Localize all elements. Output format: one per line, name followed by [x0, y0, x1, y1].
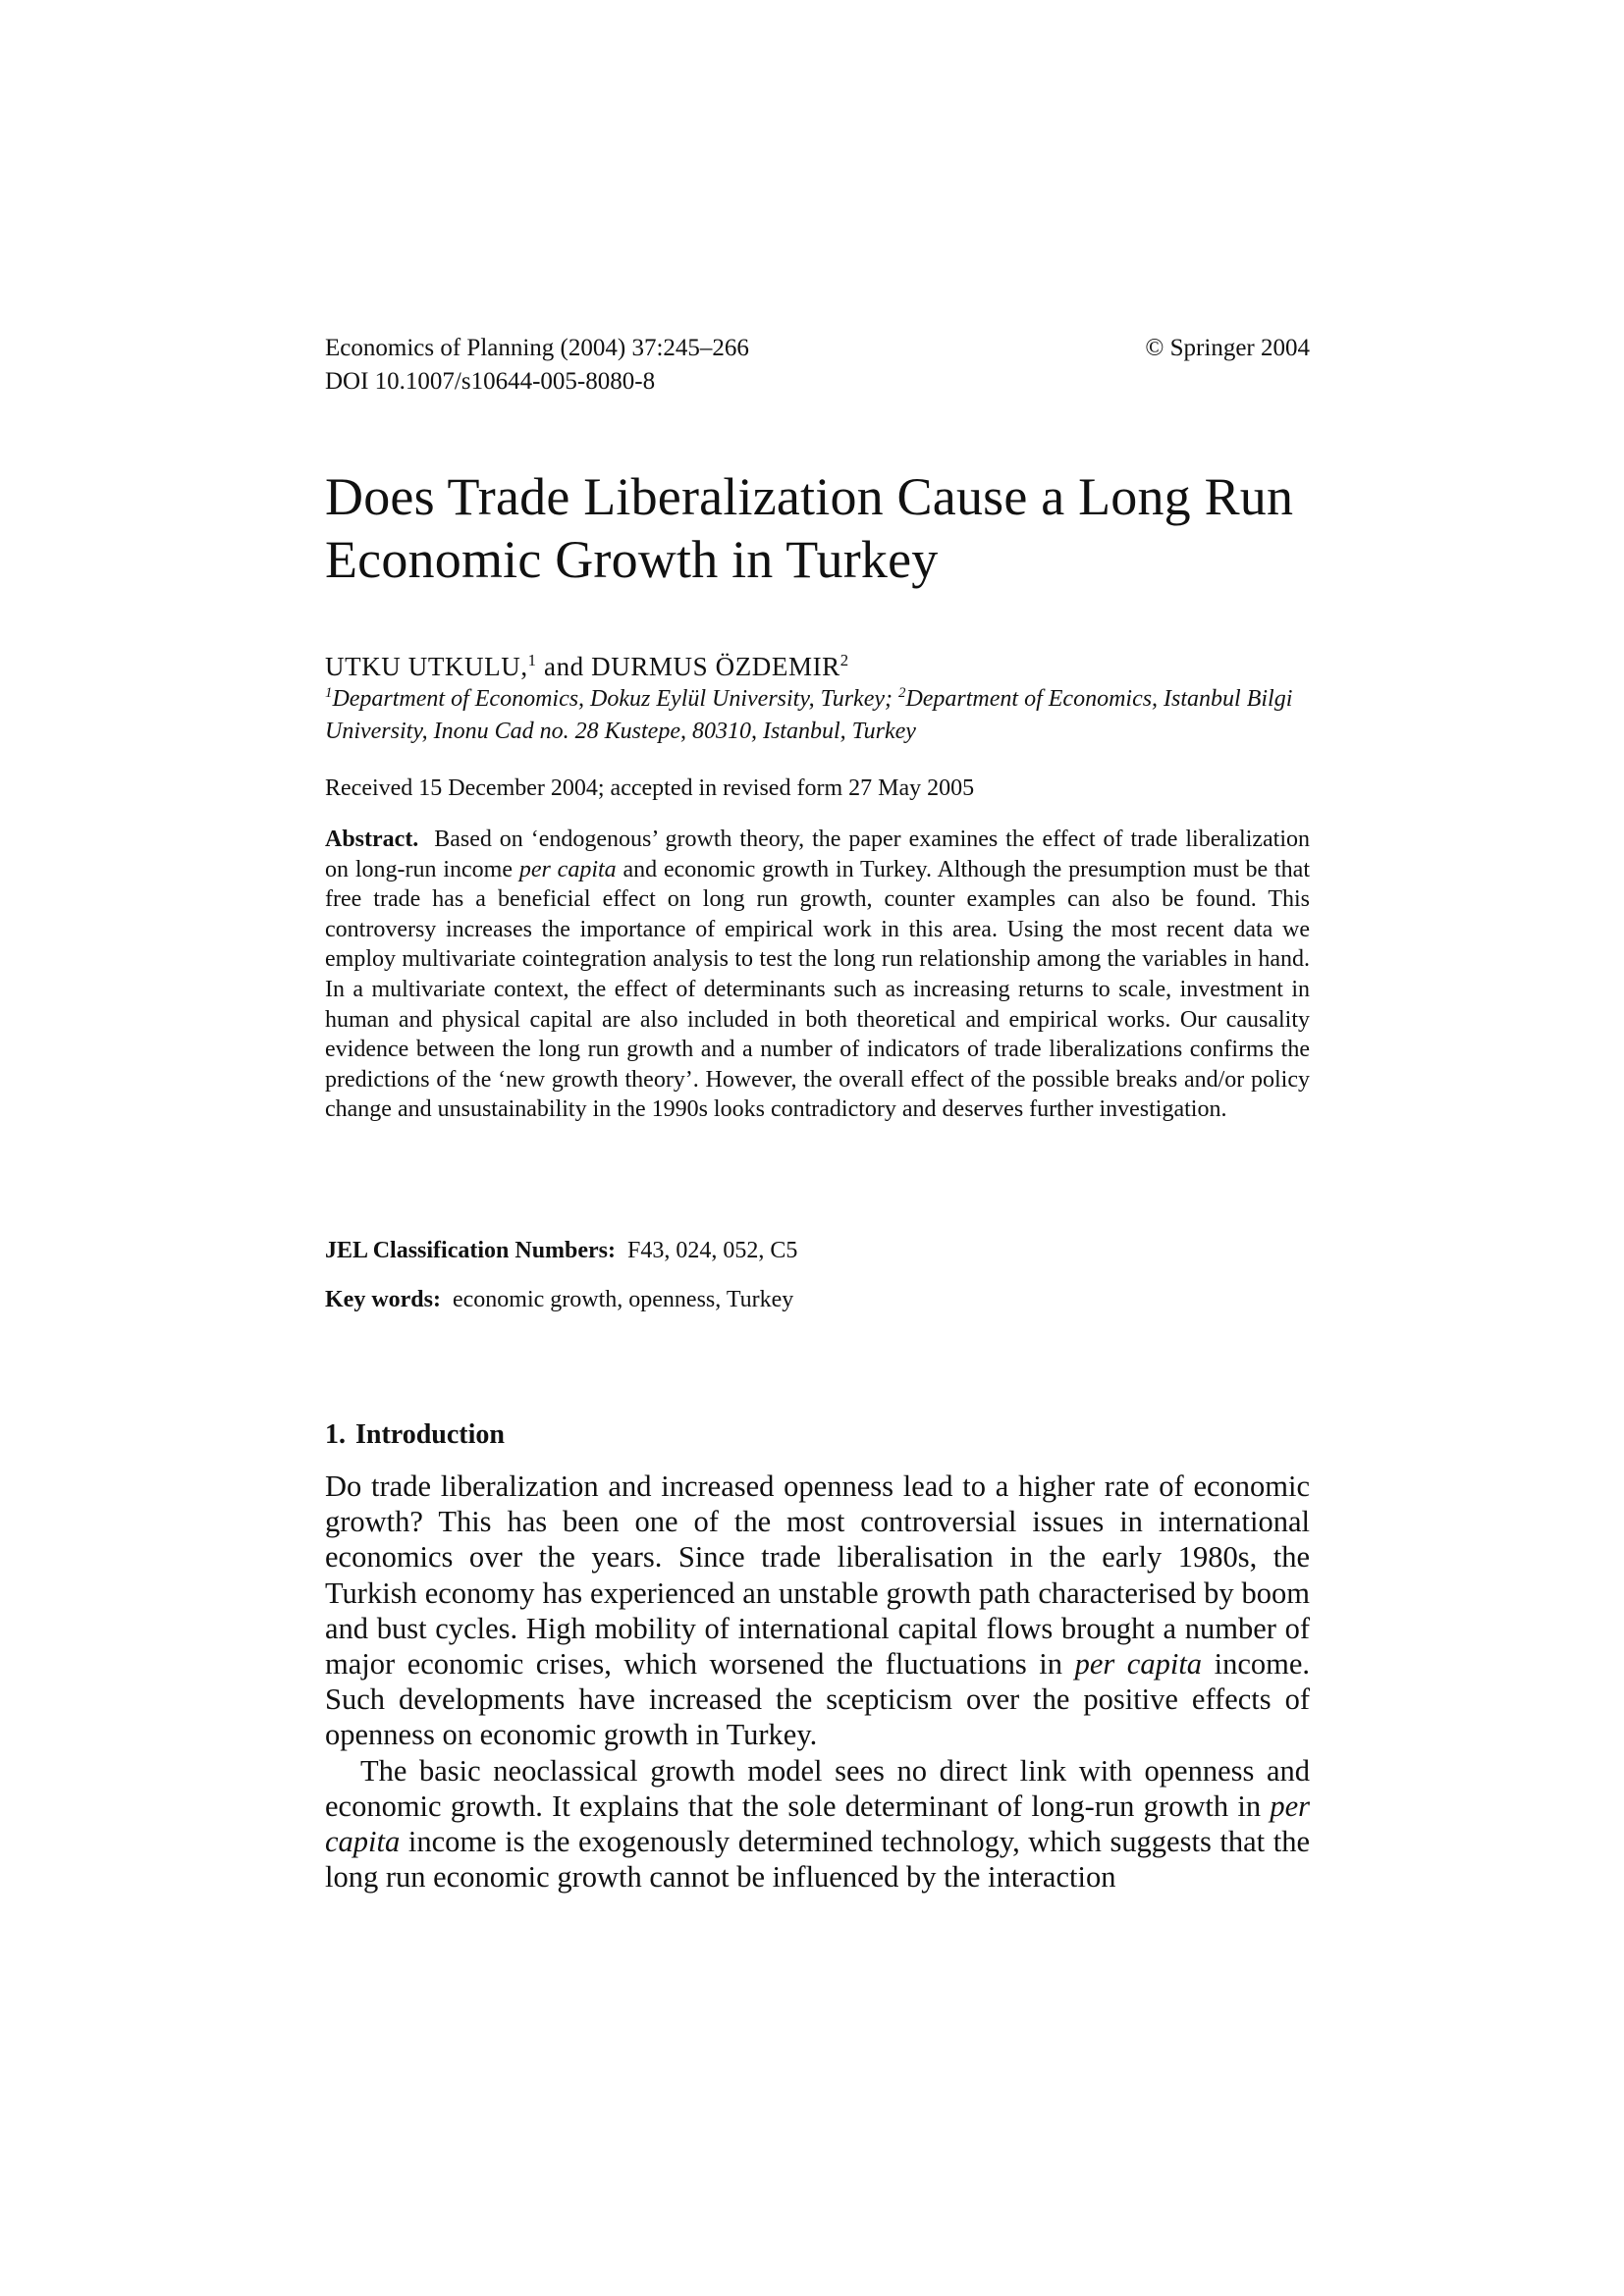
section-number: 1.: [325, 1419, 346, 1450]
paragraph-text: Do trade liberalization and increased openness lead to a higher rate of economic growth? This has been one of the most controversial issues in international economics over the years. Since trade liberalisation in the early 1980s, the Turkish economy has experienced an unstable growth path characterised by boom and bust cycles. High mobility of international capital flows brought a number of major economic crises, which worsened the fluctuations in: [325, 1469, 1310, 1682]
affiliation-marker: 2: [839, 650, 849, 669]
abstract-label: Abstract.: [325, 827, 419, 852]
journal-citation: Economics of Planning (2004) 37:245–266: [325, 335, 749, 361]
body-paragraph: [325, 1468, 1310, 1753]
section-title: Introduction: [355, 1419, 505, 1450]
section-heading: [325, 1417, 505, 1453]
paper-title: Does Trade Liberalization Cause a Long Run Economic Growth in Turkey: [325, 467, 1294, 589]
keywords-value: economic growth, openness, Turkey: [452, 1287, 794, 1312]
abstract-text: Based on ‘endogenous’ growth theory, the paper examines the effect of trade liberalization on long-run income: [325, 827, 1310, 882]
body-paragraph: [325, 1753, 1310, 1896]
keywords: [325, 1284, 1310, 1315]
jel-label: JEL Classification Numbers:: [325, 1238, 617, 1263]
affiliation-marker: 1: [325, 685, 333, 702]
received-dates: Received 15 December 2004; accepted in revised form 27 May 2005: [325, 775, 975, 801]
affiliation-marker: 1: [527, 650, 537, 669]
introduction-body: [325, 1468, 1310, 1895]
author-list: [325, 649, 1310, 684]
paper-page: [325, 0, 1310, 2296]
affiliation-marker: 2: [898, 685, 906, 702]
paragraph-italic: per capita: [325, 1789, 1310, 1859]
affiliation-text: Department of Economics, Dokuz Eylül University, Turkey;: [332, 686, 898, 712]
paragraph-text: income. Such developments have increased the scepticism over the positive effects of openness on economic growth in Turkey.: [325, 1647, 1310, 1752]
affiliations: [325, 683, 1310, 748]
keywords-label: Key words:: [325, 1287, 441, 1312]
author-name: and DURMUS ÖZDEMIR: [536, 652, 840, 681]
paragraph-italic: per capita: [1074, 1647, 1203, 1682]
paragraph-text: income is the exogenously determined technology, which suggests that the long run economic growth cannot be influenced by the interaction: [325, 1825, 1310, 1895]
abstract: [325, 825, 1310, 1125]
journal-header: [325, 332, 1310, 399]
affiliation-text: Department of Economics, Istanbul Bilgi University, Inonu Cad no. 28 Kustepe, 80310, Istanbul, Turkey: [325, 686, 1293, 744]
abstract-text: and economic growth in Turkey. Although the presumption must be that free trade has a beneficial effect on long run growth, counter examples can also be found. This controversy increases the importance of empirical work in this area. Using the most recent data we employ multivariate cointegration analysis to test the long run relationship among the variables in hand. In a multivariate context, the effect of determinants such as increasing returns to scale, investment in human and physical capital are also included in both theoretical and empirical works. Our causality evidence between the long run growth and a number of indicators of trade liberalizations confirms the predictions of the ‘new growth theory’. However, the overall effect of the possible breaks and/or policy change and unsustainability in the 1990s looks contradictory and deserves further investigation.: [325, 856, 1310, 1123]
author-name: UTKU UTKULU,: [325, 652, 528, 681]
jel-classification: [325, 1235, 1310, 1266]
paragraph-text: The basic neoclassical growth model sees no direct link with openness and economic growth. It explains that the sole determinant of long-run growth in: [325, 1753, 1310, 1823]
doi: DOI 10.1007/s10644-005-8080-8: [325, 368, 656, 395]
copyright-notice: © Springer 2004: [1145, 335, 1310, 361]
jel-value: F43, 024, 052, C5: [627, 1238, 798, 1263]
abstract-italic: per capita: [518, 856, 617, 882]
